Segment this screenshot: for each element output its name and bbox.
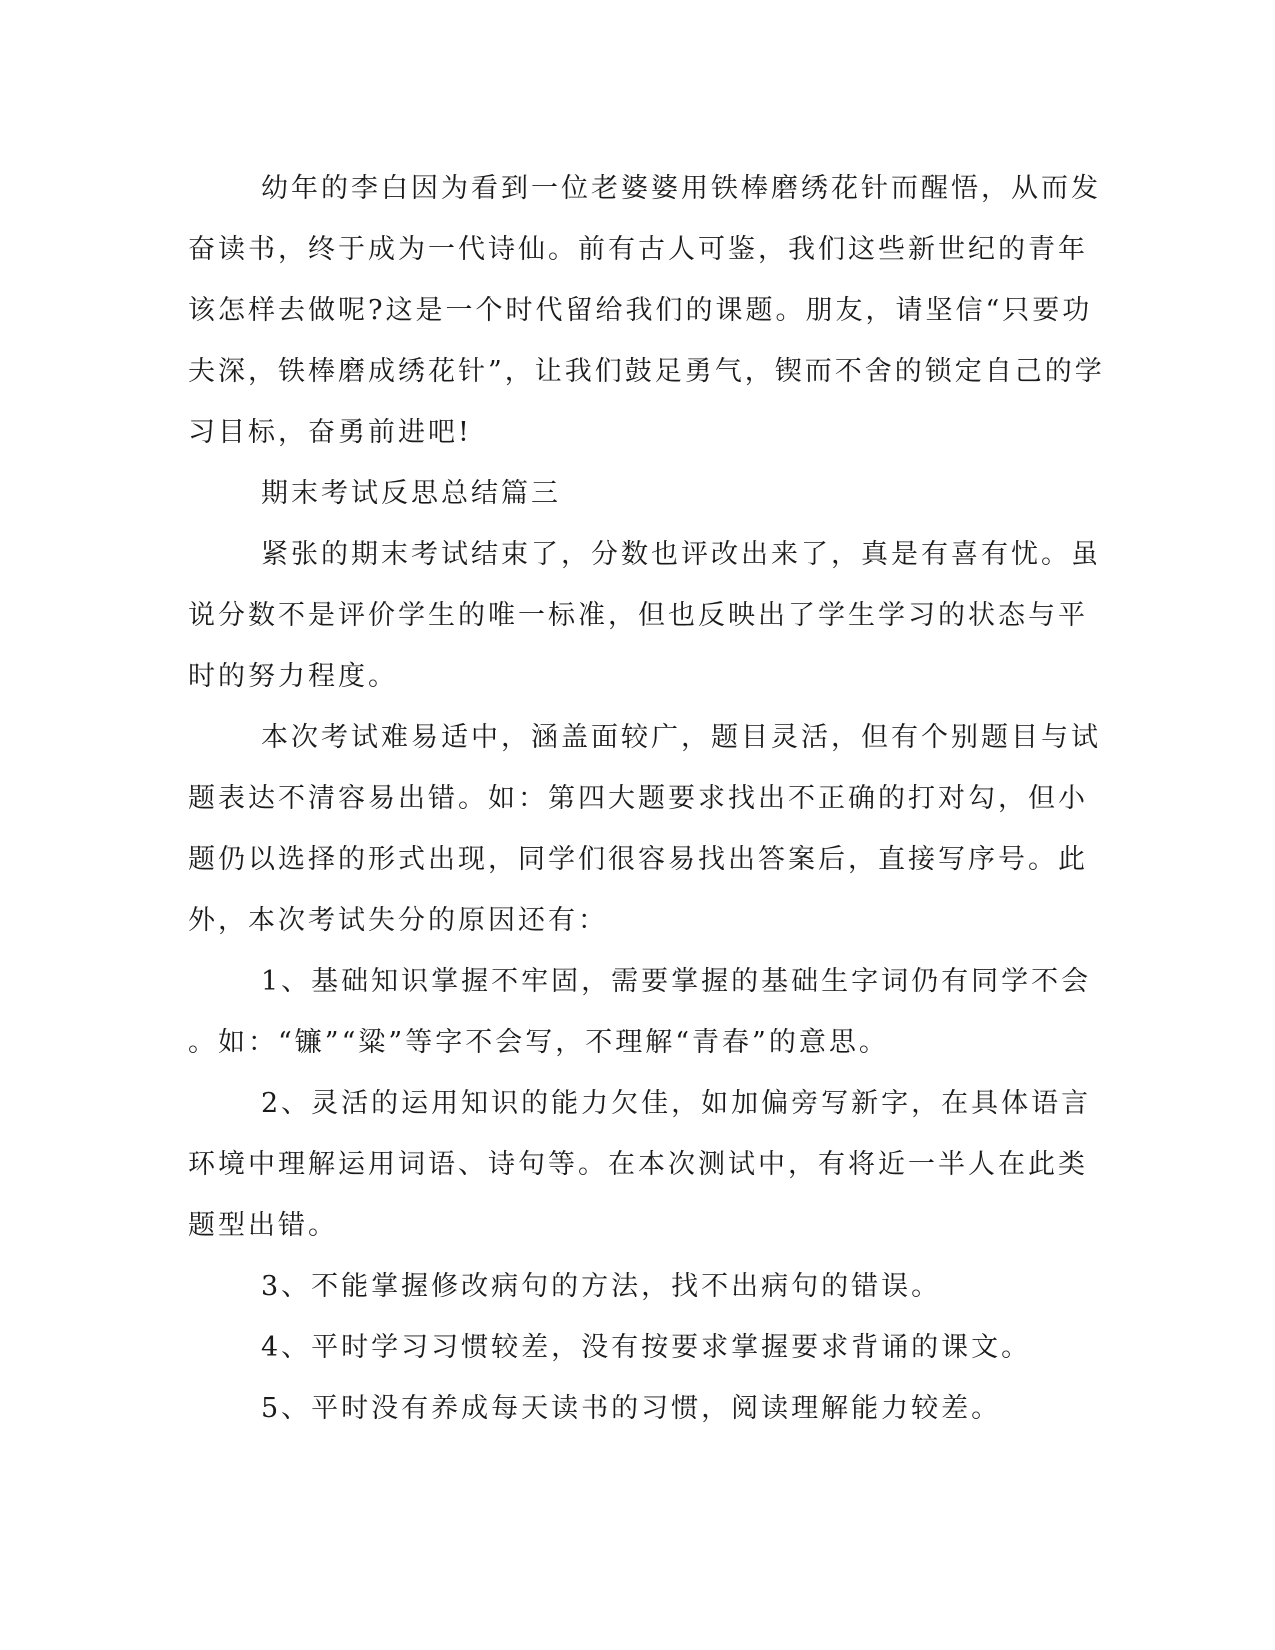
text-line: 紧张的期末考试结束了，分数也评改出来了，真是有喜有忧。虽 (261, 539, 1101, 570)
text-line: 。如：“镰”“粱”等字不会写，不理解“青春”的意思。 (188, 1027, 889, 1058)
text-line: 说分数不是评价学生的唯一标准，但也反映出了学生学习的状态与平 (188, 600, 1088, 631)
section-heading: 期末考试反思总结篇三 (261, 478, 561, 509)
text-line: 夫深，铁棒磨成绣花针”，让我们鼓足勇气，锲而不舍的锁定自己的学 (188, 356, 1105, 387)
document-body (188, 158, 1105, 1439)
list-item: 1、基础知识掌握不牢固，需要掌握的基础生字词仍有同学不会 (261, 966, 1092, 997)
text-line: 外，本次考试失分的原因还有： (188, 905, 608, 936)
list-item: 3、不能掌握修改病句的方法，找不出病句的错误。 (261, 1271, 942, 1302)
text-line: 环境中理解运用词语、诗句等。在本次测试中，有将近一半人在此类 (188, 1149, 1088, 1180)
text-line: 题表达不清容易出错。如：第四大题要求找出不正确的打对勾，但小 (188, 783, 1088, 814)
text-line: 习目标，奋勇前进吧! (188, 417, 472, 448)
text-line: 题仍以选择的形式出现，同学们很容易找出答案后，直接写序号。此 (188, 844, 1088, 875)
list-item: 2、灵活的运用知识的能力欠佳，如加偏旁写新字，在具体语言 (261, 1088, 1092, 1119)
list-item: 5、平时没有养成每天读书的习惯，阅读理解能力较差。 (261, 1393, 1002, 1424)
text-line: 奋读书，终于成为一代诗仙。前有古人可鉴，我们这些新世纪的青年 (188, 234, 1088, 265)
text-line: 本次考试难易适中，涵盖面较广，题目灵活，但有个别题目与试 (261, 722, 1101, 753)
text-line: 题型出错。 (188, 1210, 338, 1241)
text-line: 时的努力程度。 (188, 661, 398, 692)
list-item: 4、平时学习习惯较差，没有按要求掌握要求背诵的课文。 (261, 1332, 1032, 1363)
text-line: 幼年的李白因为看到一位老婆婆用铁棒磨绣花针而醒悟，从而发 (261, 173, 1101, 204)
text-line: 该怎样去做呢?这是一个时代留给我们的课题。朋友，请坚信“只要功 (188, 295, 1093, 326)
